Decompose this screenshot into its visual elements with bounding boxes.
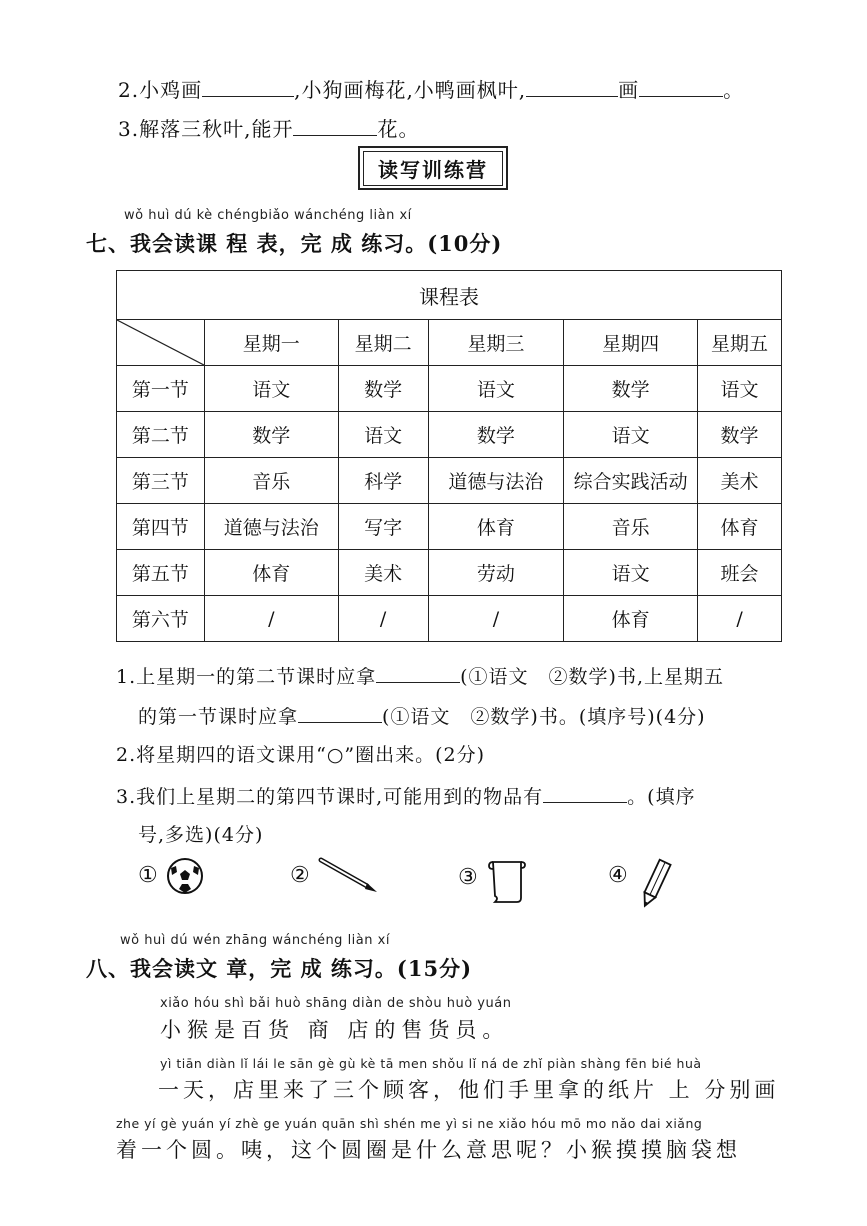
class-cell: 音乐 bbox=[564, 504, 698, 550]
section7-pinyin: wǒ huì dú kè chéngbiǎo wánchéng liàn xí bbox=[124, 208, 412, 223]
s7-question-1-line2 bbox=[138, 702, 706, 729]
class-cell: 语文 bbox=[564, 412, 698, 458]
banner-label: 读写训练营 bbox=[363, 151, 503, 186]
class-cell: 数学 bbox=[698, 412, 782, 458]
question-text: 1.上星期一的第二节课时应拿 bbox=[116, 666, 377, 688]
s7-question-2: 2.将星期四的语文课用“○”圈出来。(2分) bbox=[116, 744, 486, 766]
answer-blank[interactable] bbox=[376, 664, 460, 683]
class-cell: 语文 bbox=[428, 366, 564, 412]
period-label: 第二节 bbox=[117, 412, 205, 458]
question-text: 3.我们上星期二的第四节课时,可能用到的物品有 bbox=[116, 786, 544, 808]
pencil-icon bbox=[635, 856, 675, 912]
class-cell: 数学 bbox=[564, 366, 698, 412]
schedule-row bbox=[117, 458, 782, 504]
class-cell: 体育 bbox=[428, 504, 564, 550]
period-label: 第一节 bbox=[117, 366, 205, 412]
schedule-header-row bbox=[117, 320, 782, 366]
class-cell: 综合实践活动 bbox=[564, 458, 698, 504]
answer-blank[interactable] bbox=[526, 78, 618, 97]
class-cell: 语文 bbox=[698, 366, 782, 412]
schedule-row bbox=[117, 596, 782, 642]
class-cell: 体育 bbox=[564, 596, 698, 642]
item-option-4[interactable] bbox=[608, 856, 675, 912]
class-cell: 数学 bbox=[204, 412, 338, 458]
question-text: 画 bbox=[618, 78, 640, 102]
schedule-row bbox=[117, 412, 782, 458]
question-3-line bbox=[118, 113, 419, 142]
question-text: ,小狗画梅花,小鸭画枫叶, bbox=[294, 78, 527, 102]
story-line: 着一个圆。咦，这个圆圈是什么意思呢？小猴摸摸脑袋想 bbox=[116, 1138, 741, 1162]
answer-blank[interactable] bbox=[293, 117, 377, 136]
diagonal-header-cell bbox=[117, 320, 205, 366]
story-pinyin: xiǎo hóu shì bǎi huò shāng diàn de shòu huò yuán bbox=[160, 996, 512, 1011]
item-option-1[interactable] bbox=[138, 856, 205, 896]
section8-heading: 八、我会读文 章，完 成 练习。(15分) bbox=[86, 956, 473, 981]
story-pinyin: yì tiān diàn lǐ lái le sān gè gù kè tā men shǒu lǐ ná de zhǐ piàn shàng fēn bié huà bbox=[160, 1056, 702, 1071]
class-cell: / bbox=[204, 596, 338, 642]
class-cell: 体育 bbox=[204, 550, 338, 596]
day-header: 星期五 bbox=[698, 320, 782, 366]
schedule-row bbox=[117, 366, 782, 412]
question-text: (①语文 ②数学)书。(填序号)(4分) bbox=[382, 706, 706, 728]
option-number: ③ bbox=[458, 865, 478, 890]
class-cell: 音乐 bbox=[204, 458, 338, 504]
answer-blank[interactable] bbox=[639, 78, 723, 97]
question-text: 解落三秋叶,能开 bbox=[139, 117, 294, 141]
schedule-title: 课程表 bbox=[117, 271, 782, 320]
story-line: 小猴是百货 商 店的售货员。 bbox=[160, 1018, 510, 1042]
class-cell: 数学 bbox=[338, 366, 428, 412]
schedule-row bbox=[117, 550, 782, 596]
class-cell: 科学 bbox=[338, 458, 428, 504]
period-label: 第四节 bbox=[117, 504, 205, 550]
day-header: 星期四 bbox=[564, 320, 698, 366]
class-cell: 写字 bbox=[338, 504, 428, 550]
question-text: 的第一节课时应拿 bbox=[138, 706, 299, 728]
schedule-table bbox=[116, 270, 782, 642]
question-text: 花。 bbox=[377, 117, 420, 141]
question-text: (①语文 ②数学)书,上星期五 bbox=[460, 666, 725, 688]
s7-question-3-line1 bbox=[116, 782, 696, 809]
s7-question-3-line2: 号,多选)(4分) bbox=[138, 824, 264, 846]
day-header: 星期二 bbox=[338, 320, 428, 366]
class-cell: 语文 bbox=[338, 412, 428, 458]
class-cell: / bbox=[338, 596, 428, 642]
question-text: 。 bbox=[723, 78, 745, 102]
class-cell: / bbox=[428, 596, 564, 642]
question-number: 2. bbox=[118, 78, 140, 102]
class-cell: 劳动 bbox=[428, 550, 564, 596]
class-cell: 体育 bbox=[698, 504, 782, 550]
day-header: 星期一 bbox=[204, 320, 338, 366]
question-2-line bbox=[118, 74, 744, 103]
class-cell: 道德与法治 bbox=[204, 504, 338, 550]
class-cell: 美术 bbox=[698, 458, 782, 504]
item-option-2[interactable] bbox=[290, 856, 381, 896]
answer-blank[interactable] bbox=[202, 78, 294, 97]
class-cell: 语文 bbox=[204, 366, 338, 412]
calligraphy-brush-icon bbox=[317, 856, 381, 896]
class-cell: 美术 bbox=[338, 550, 428, 596]
class-cell: 语文 bbox=[564, 550, 698, 596]
option-number: ① bbox=[138, 863, 158, 888]
s7-question-1-line1 bbox=[116, 662, 724, 689]
item-option-3[interactable] bbox=[458, 856, 529, 906]
class-cell: 班会 bbox=[698, 550, 782, 596]
section-banner bbox=[358, 146, 508, 190]
class-cell: / bbox=[698, 596, 782, 642]
schedule-row bbox=[117, 504, 782, 550]
soccer-ball-icon bbox=[165, 856, 205, 896]
paper-scroll-icon bbox=[485, 856, 529, 906]
question-text: 小鸡画 bbox=[139, 78, 203, 102]
period-label: 第六节 bbox=[117, 596, 205, 642]
option-number: ④ bbox=[608, 863, 628, 888]
question-number: 3. bbox=[118, 117, 140, 141]
story-line: 一天，店里来了三个顾客，他们手里拿的纸片 上 分别画 bbox=[158, 1078, 780, 1102]
section8-pinyin: wǒ huì dú wén zhāng wánchéng liàn xí bbox=[120, 933, 390, 948]
class-cell: 道德与法治 bbox=[428, 458, 564, 504]
period-label: 第三节 bbox=[117, 458, 205, 504]
day-header: 星期三 bbox=[428, 320, 564, 366]
section7-heading: 七、我会读课 程 表，完 成 练习。(10分) bbox=[86, 231, 503, 256]
answer-blank[interactable] bbox=[543, 784, 627, 803]
answer-blank[interactable] bbox=[298, 704, 382, 723]
class-cell: 数学 bbox=[428, 412, 564, 458]
period-label: 第五节 bbox=[117, 550, 205, 596]
option-number: ② bbox=[290, 863, 310, 888]
story-pinyin: zhe yí gè yuán yí zhè ge yuán quān shì shén me yì si ne xiǎo hóu mō mo nǎo dai xiǎng bbox=[116, 1116, 703, 1131]
question-text: 。(填序 bbox=[627, 786, 696, 808]
